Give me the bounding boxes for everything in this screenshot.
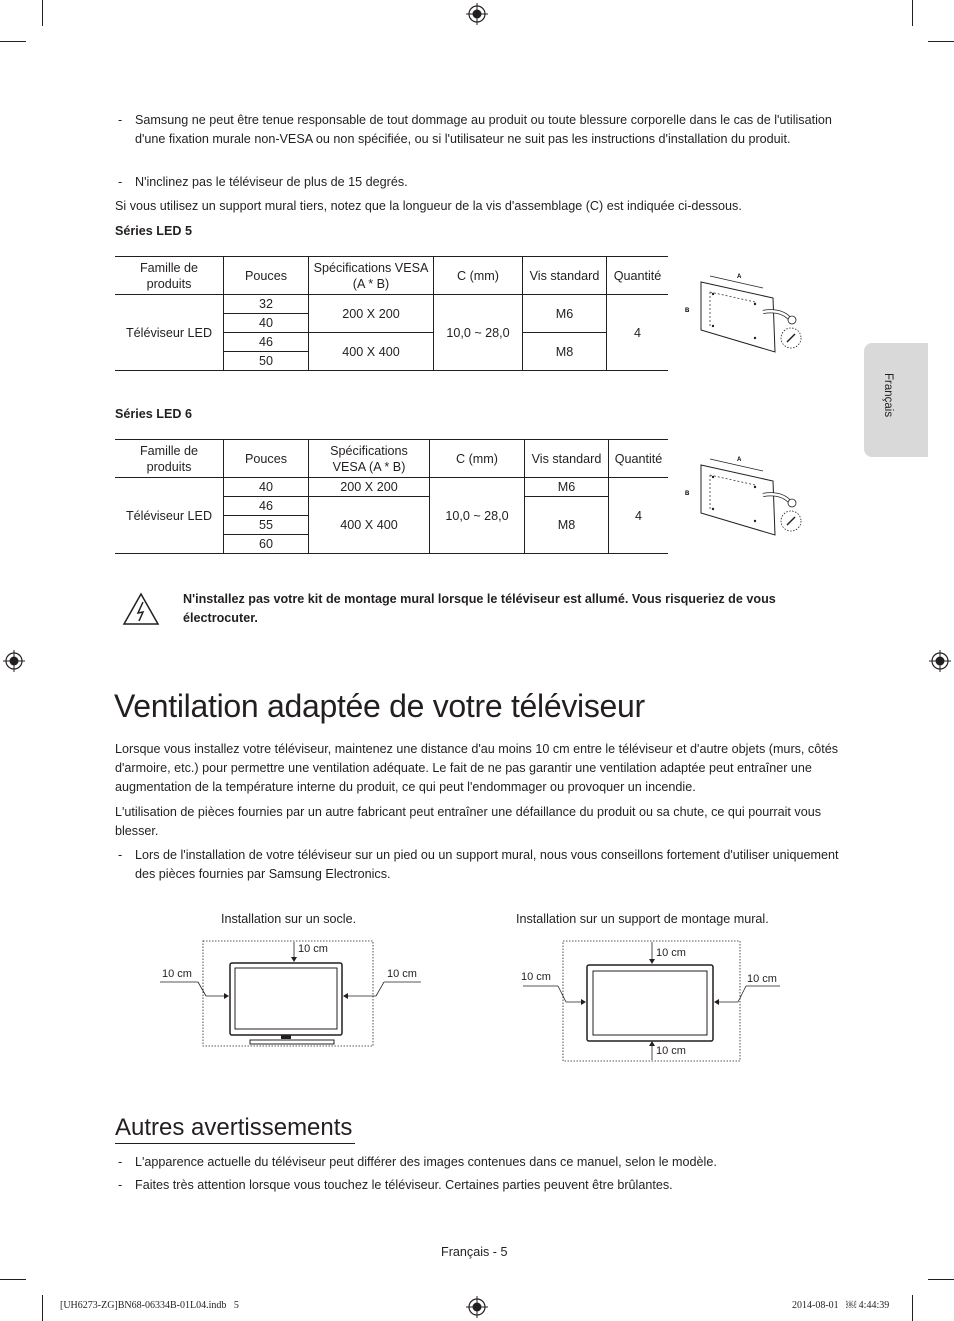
ventilation-paragraph: Lorsque vous installez votre téléviseur, maintenez une distance d'au moins 10 cm entre le téléviseur et d'autre objets (murs, côtés d'armoire, etc.) pour permettre une ventilation adéquate. Le fait de ne pas garantir une ventilation adaptée peut entraîner une augmentation de la température interne du produit, ce qui peut l'endommager ou provoquer un incendie. (115, 742, 839, 794)
list-item (115, 846, 840, 884)
col-header: Vis standard (525, 440, 609, 478)
series6-table (115, 439, 668, 554)
table-cell: 50 (224, 352, 309, 371)
table-cell: 200 X 200 (309, 478, 430, 497)
series5-table (115, 256, 668, 371)
table-cell: 55 (224, 516, 309, 535)
col-header: Famille de produits (115, 440, 224, 478)
bullet-dash: - (118, 175, 123, 189)
distance-label: 10 cm (747, 973, 777, 985)
table-cell: M8 (523, 333, 607, 371)
ventilation-paragraph: L'utilisation de pièces fournies par un autre fabricant peut entraîner une défaillance du produit ou sa chute, ce qui pourrait vous blesser. (115, 805, 822, 838)
table-cell: 40 (224, 314, 309, 333)
bullet-dash: - (118, 848, 123, 862)
title-underline (115, 1143, 355, 1144)
bullet-text: N'inclinez pas le téléviseur de plus de 15 degrés. (135, 175, 408, 189)
col-header: Spécifications VESA (A * B) (309, 440, 430, 478)
table-cell: M8 (525, 497, 609, 554)
electric-warning-icon (122, 592, 160, 626)
table-cell: 10,0 ~ 28,0 (430, 478, 525, 554)
list-item (115, 1153, 840, 1172)
crop-mark (0, 41, 26, 42)
registration-mark-icon (929, 650, 951, 672)
label-b: B (685, 491, 690, 497)
crop-mark (42, 1295, 43, 1321)
label-a: A (737, 457, 742, 463)
ventilation-title: Ventilation adaptée de votre téléviseur (114, 688, 645, 724)
crop-mark (0, 1279, 26, 1280)
vesa-mount-diagram (683, 266, 808, 358)
distance-label: 10 cm (656, 1045, 686, 1057)
crop-mark (928, 41, 954, 42)
distance-label: 10 cm (387, 968, 417, 980)
table-cell: 40 (224, 478, 309, 497)
crop-mark (42, 0, 43, 26)
bullet-text: Faites très attention lorsque vous touchez le téléviseur. Certaines parties peuvent être brûlantes. (135, 1178, 673, 1192)
col-header: Quantité (607, 257, 669, 295)
col-header: C (mm) (430, 440, 525, 478)
other-warnings-title: Autres avertissements (115, 1114, 353, 1141)
stand-caption: Installation sur un socle. (221, 912, 357, 926)
warning-text: N'installez pas votre kit de montage mural lorsque le téléviseur est allumé. Vous risqueriez de vous électrocuter. (183, 592, 776, 625)
table-cell: 4 (609, 478, 669, 554)
bullet-text: L'apparence actuelle du téléviseur peut différer des images contenues dans ce manuel, selon le modèle. (135, 1155, 717, 1169)
table-cell: M6 (525, 478, 609, 497)
table-cell: 60 (224, 535, 309, 554)
bullet-dash: - (118, 113, 123, 127)
col-header: Vis standard (523, 257, 607, 295)
table-cell: 10,0 ~ 28,0 (434, 295, 523, 371)
table-cell: Téléviseur LED (115, 295, 224, 371)
bullet-dash: - (118, 1155, 123, 1169)
side-tab-label: Français (882, 373, 894, 418)
col-header: Pouces (224, 257, 309, 295)
series6-title: Séries LED 6 (115, 407, 193, 421)
crop-mark (928, 1279, 954, 1280)
table-cell: 46 (224, 497, 309, 516)
bullet-text: Samsung ne peut être tenue responsable de tout dommage au produit ou toute blessure corporelle dans le cas de l'utilisation d'une fixation murale non-VESA ou non spécifiée, ou si l'utilisateur ne suit pas les instructions d'installation du produit. (135, 113, 832, 146)
table-cell: 32 (224, 295, 309, 314)
table-cell: Téléviseur LED (115, 478, 224, 554)
vesa-mount-diagram (683, 449, 808, 541)
registration-mark-icon (466, 3, 488, 25)
footer-date: 2014-08-01 ￼ 4:44:39 (792, 1300, 890, 1311)
language-side-tab (864, 343, 928, 457)
table-cell: 4 (607, 295, 669, 371)
footer-file: [UH6273-ZG]BN68-06334B-01L04.indb 5 (60, 1300, 239, 1311)
distance-label: 10 cm (656, 947, 686, 959)
registration-mark-icon (466, 1296, 488, 1318)
list-item (115, 1176, 840, 1195)
page-number: Français - 5 (441, 1245, 508, 1259)
table-cell: 200 X 200 (309, 295, 434, 333)
series5-title: Séries LED 5 (115, 224, 193, 238)
wall-installation-diagram (518, 936, 788, 1066)
table-cell: 400 X 400 (309, 333, 434, 371)
col-header: Famille de produits (115, 257, 224, 295)
distance-label: 10 cm (298, 943, 328, 955)
registration-mark-icon (3, 650, 25, 672)
stand-installation-diagram (158, 936, 428, 1056)
crop-mark (912, 1295, 913, 1321)
table-cell: 46 (224, 333, 309, 352)
col-header: C (mm) (434, 257, 523, 295)
col-header: Pouces (224, 440, 309, 478)
table-cell: 400 X 400 (309, 497, 430, 554)
distance-label: 10 cm (521, 971, 551, 983)
crop-mark (912, 0, 913, 26)
bullet-text: Lors de l'installation de votre téléviseur sur un pied ou un support mural, nous vous conseillons fortement d'utiliser uniquement des pièces fournies par Samsung Electronics. (135, 848, 839, 881)
distance-label: 10 cm (162, 968, 192, 980)
col-header: Spécifications VESA (A * B) (309, 257, 434, 295)
list-item (115, 173, 840, 192)
bullet-dash: - (118, 1178, 123, 1192)
list-item (115, 111, 840, 149)
table-cell: M6 (523, 295, 607, 333)
wall-caption: Installation sur un support de montage mural. (516, 912, 769, 926)
label-b: B (685, 308, 690, 314)
col-header: Quantité (609, 440, 669, 478)
third-party-note: Si vous utilisez un support mural tiers, notez que la longueur de la vis d'assemblage (C) est indiquée ci-dessous. (115, 199, 742, 213)
label-a: A (737, 274, 742, 280)
